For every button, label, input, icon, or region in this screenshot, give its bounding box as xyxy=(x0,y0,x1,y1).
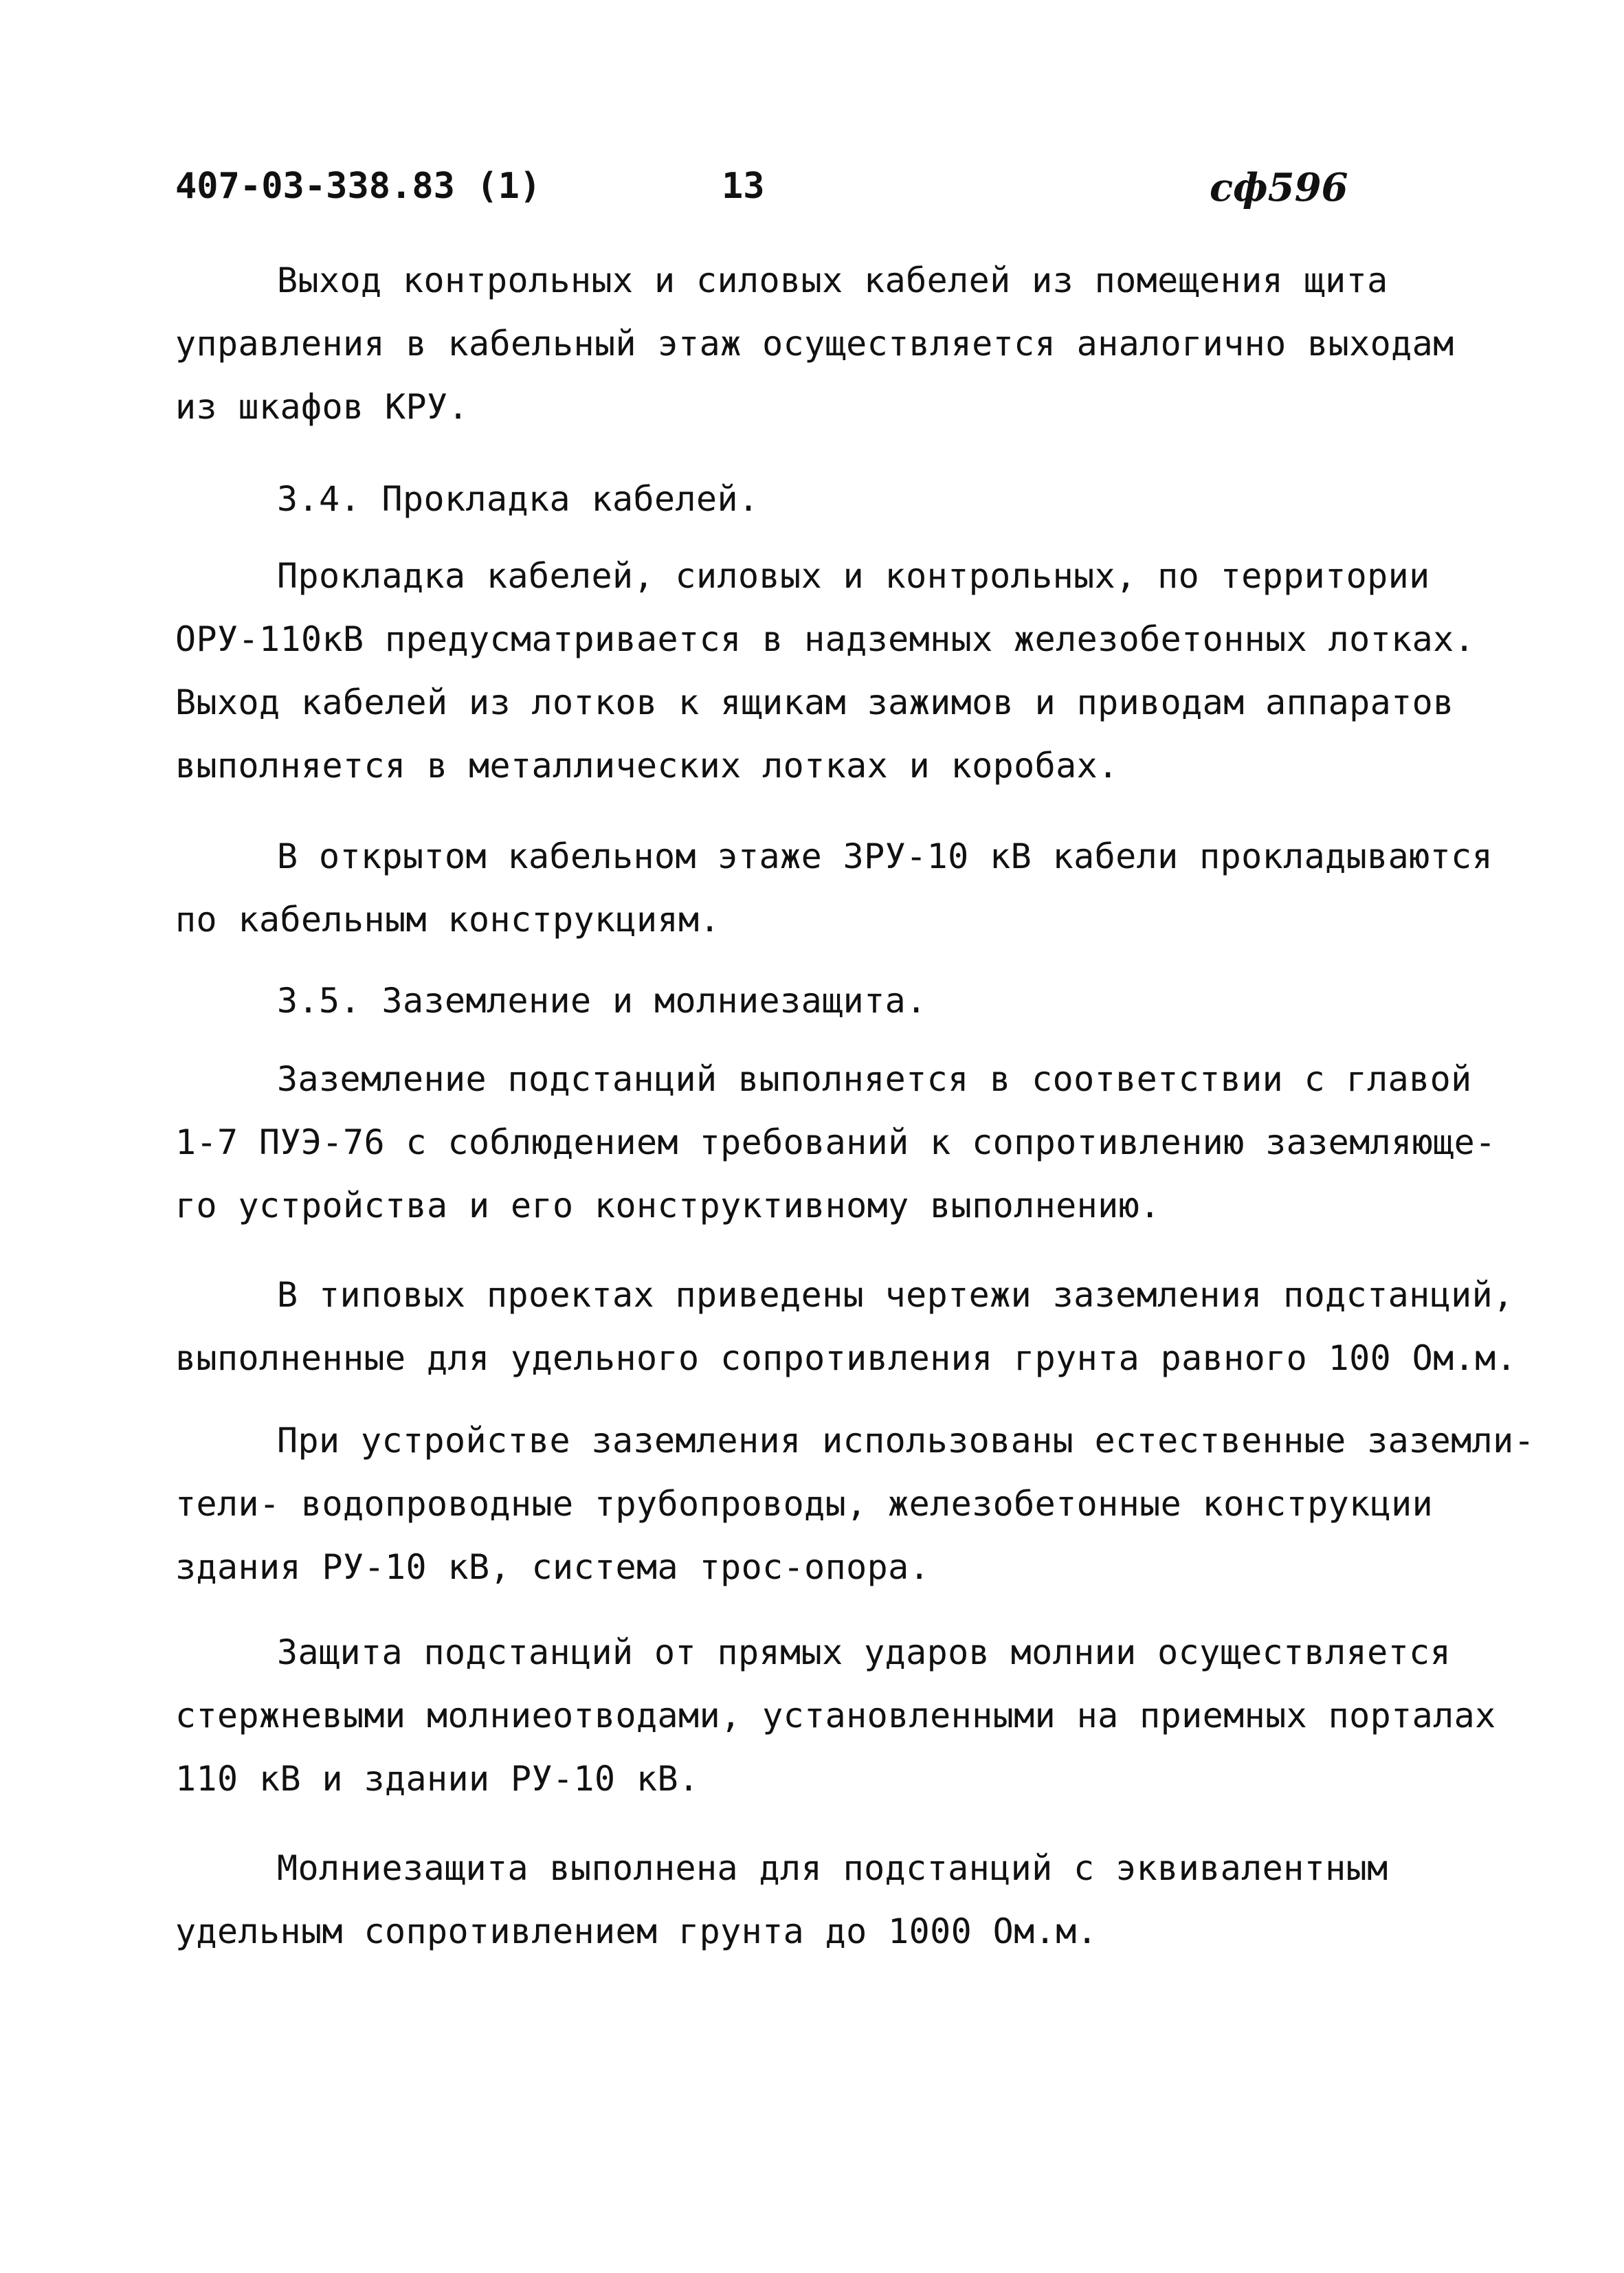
section-title: 3.4. Прокладка кабелей. xyxy=(277,479,759,519)
text-line: ОРУ-110кВ предусматривается в надземных железобетонных лотках. xyxy=(175,619,1476,659)
document-code: 407-03-338.83 (1) xyxy=(175,166,542,207)
text-line: выполняется в металлических лотках и коробах. xyxy=(175,746,1119,786)
text-line: Защита подстанций от прямых ударов молнии осуществляется xyxy=(277,1632,1451,1672)
text-line: управления в кабельный этаж осуществляется аналогично выходам xyxy=(175,324,1454,364)
text-line: го устройства и его конструктивному выполнению. xyxy=(175,1186,1161,1226)
section-heading-3-4 xyxy=(175,467,1515,531)
paragraph-natural-grounding xyxy=(175,1409,1535,1599)
text-line: В типовых проектах приведены чертежи заземления подстанций, xyxy=(277,1275,1514,1315)
paragraph-cable-floor xyxy=(175,825,1515,951)
section-title: 3.5. Заземление и молниезащита. xyxy=(277,981,927,1021)
sheet-code: cф596 xyxy=(1210,165,1348,210)
text-line: Прокладка кабелей, силовых и контрольных, по территории xyxy=(277,556,1430,596)
text-line: из шкафов КРУ. xyxy=(175,387,469,427)
paragraph-typical-projects xyxy=(175,1263,1515,1390)
text-line: по кабельным конструкциям. xyxy=(175,900,721,940)
paragraph-lightning-protection xyxy=(175,1621,1515,1810)
page-number: 13 xyxy=(722,166,765,207)
section-heading-3-5 xyxy=(175,969,1515,1032)
text-line: В открытом кабельном этаже ЗРУ-10 кВ кабели прокладываются xyxy=(277,836,1493,876)
text-line: удельным сопротивлением грунта до 1000 Ом.м. xyxy=(175,1911,1098,1951)
text-line: При устройстве заземления использованы естественные заземли- xyxy=(277,1421,1535,1461)
text-line: стержневыми молниеотводами, установленными на приемных порталах xyxy=(175,1696,1496,1736)
text-line: тели- водопроводные трубопроводы, железобетонные конструкции xyxy=(175,1484,1434,1524)
text-line: выполненные для удельного сопротивления грунта равного 100 Ом.м. xyxy=(175,1338,1517,1378)
paragraph-lightning-design xyxy=(175,1837,1515,1963)
text-line: 110 кВ и здании РУ-10 кВ. xyxy=(175,1759,700,1799)
paragraph-cable-exit xyxy=(175,249,1515,439)
text-line: здания РУ-10 кВ, система трос-опора. xyxy=(175,1547,931,1587)
paragraph-cable-laying xyxy=(175,544,1515,797)
text-line: 1-7 ПУЭ-76 с соблюдением требований к сопротивлению заземляюще- xyxy=(175,1122,1496,1162)
text-line: Молниезащита выполнена для подстанций с эквивалентным xyxy=(277,1848,1388,1888)
text-line: Выход кабелей из лотков к ящикам зажимов и приводам аппаратов xyxy=(175,683,1454,722)
text-line: Выход контрольных и силовых кабелей из помещения щита xyxy=(277,260,1388,300)
paragraph-grounding xyxy=(175,1047,1515,1237)
text-line: Заземление подстанций выполняется в соответствии с главой xyxy=(277,1059,1472,1099)
